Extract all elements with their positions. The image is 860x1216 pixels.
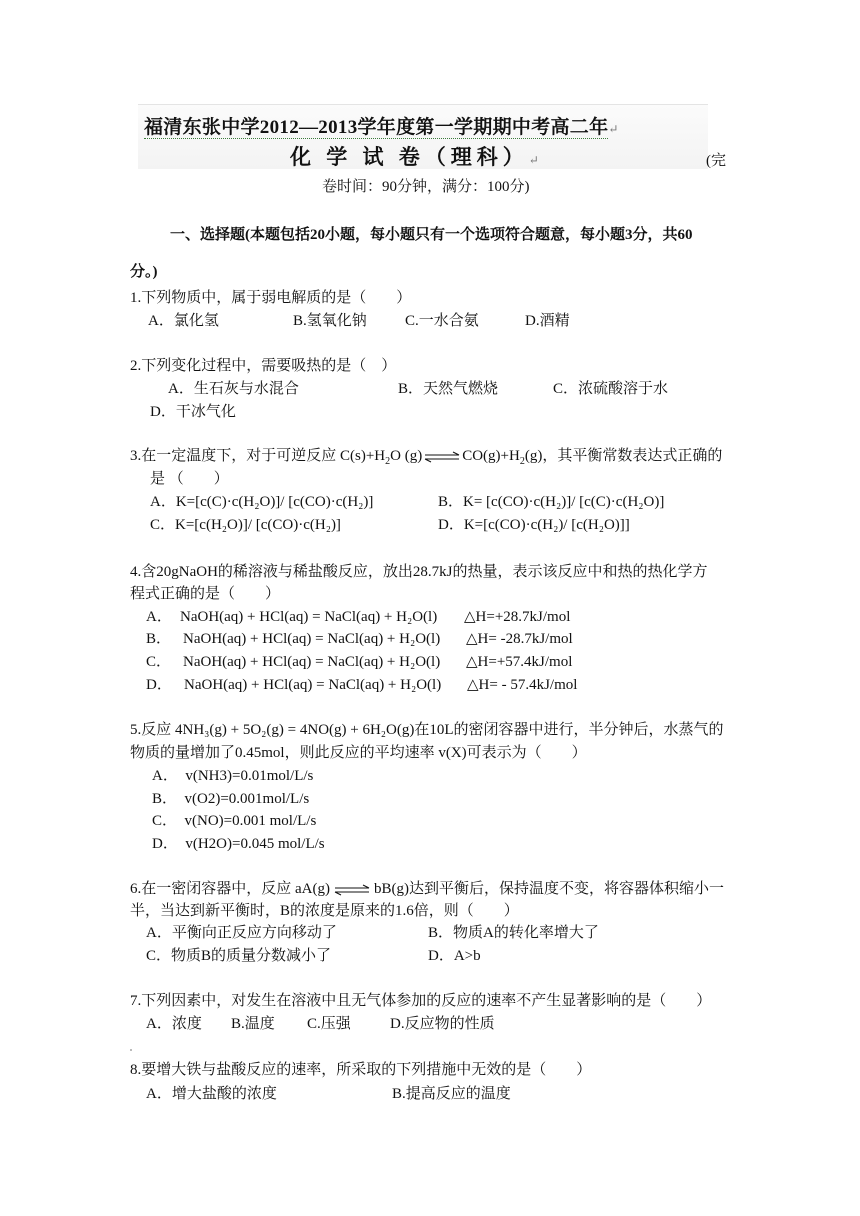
paragraph-mark: ↵ bbox=[528, 153, 539, 167]
question-3-option-b: B．K= [c(CO)·c(H₂)]/ [c(C)·c(H₂O)] bbox=[438, 494, 665, 510]
question-5-option-b: B． v(O2)=0.001mol/L/s bbox=[152, 791, 310, 807]
question-8-stem: 8.要增大铁与盐酸反应的速率，所采取的下列措施中无效的是（ ） bbox=[130, 1062, 592, 1078]
question-4-option-b-label: B． bbox=[146, 631, 172, 647]
question-5-stem-cont: 物质的量增加了0.45mol，则此反应的平均速率 v(X)可表示为（ ） bbox=[130, 745, 587, 761]
question-3-option-c: C．K=[c(H₂O)]/ [c(CO)·c(H₂)] bbox=[150, 517, 341, 533]
question-6-option-c: C．物质B的质量分数减小了 bbox=[146, 948, 332, 964]
question-4-option-d-equation: NaOH(aq) + HCl(aq) = NaCl(aq) + H₂O(l) bbox=[184, 677, 442, 693]
question-6-option-b: B．物质A的转化率增大了 bbox=[428, 925, 599, 941]
question-3-stem: 3.在一定温度下，对于可逆反应 $C(s)+H_2O$ (g) $CO(g)+H_2(g)$，其平衡常数表达式正确的 bbox=[130, 448, 723, 467]
question-4-option-d-enthalpy: △H= - 57.4kJ/mol bbox=[467, 677, 578, 693]
section-heading-cont: 分。) bbox=[130, 264, 158, 280]
subject-title: 化 学 试 卷（理科） bbox=[290, 145, 529, 169]
question-7-option-c: C.压强 bbox=[307, 1016, 351, 1032]
question-2-stem: 2.下列变化过程中，需要吸热的是（ ） bbox=[130, 358, 397, 374]
question-1-option-d: D.酒精 bbox=[525, 313, 570, 329]
exam-title-line1 bbox=[144, 112, 619, 139]
stray-dot bbox=[130, 1049, 132, 1051]
question-1-stem: 1.下列物质中，属于弱电解质的是（ ） bbox=[130, 290, 412, 306]
question-6-option-d: D．A>b bbox=[428, 948, 481, 964]
question-4-option-c-equation: NaOH(aq) + HCl(aq) = NaCl(aq) + H₂O(l) bbox=[183, 654, 441, 670]
question-6-stem: 6.在一密闭容器中，反应 aA(g) bB(g)达到平衡后，保持温度不变，将容器体积缩小一 bbox=[130, 881, 724, 897]
exam-title-line2 bbox=[290, 141, 539, 171]
question-6-stem-cont: 半，当达到新平衡时，B的浓度是原来的1.6倍，则（ ） bbox=[130, 903, 519, 919]
question-4-option-a-equation: NaOH(aq) + HCl(aq) = NaCl(aq) + H₂O(l) bbox=[180, 609, 438, 625]
question-4-option-a-enthalpy: △H=+28.7kJ/mol bbox=[464, 609, 571, 625]
question-7-option-d: D.反应物的性质 bbox=[390, 1016, 495, 1032]
question-5-stem: 5.反应 4NH₃(g) + 5O₂(g) = 4NO(g) + 6H₂O(g)在10L的密闭容器中进行，半分钟后，水蒸气的 bbox=[130, 722, 724, 738]
header-continuation: (完 bbox=[706, 153, 726, 169]
question-6-option-a: A．平衡向正反应方向移动了 bbox=[146, 925, 337, 941]
question-1-option-a: A．氯化氢 bbox=[148, 313, 219, 329]
question-4-option-b-equation: NaOH(aq) + HCl(aq) = NaCl(aq) + H₂O(l) bbox=[183, 631, 441, 647]
question-5-option-c: C． v(NO)=0.001 mol/L/s bbox=[152, 813, 317, 829]
section-heading: 一、选择题(本题包括20小题，每小题只有一个选项符合题意，每小题3分，共60 bbox=[170, 227, 693, 243]
reversible-arrow-icon bbox=[332, 884, 372, 896]
exam-time-line: 卷时间：90分钟，满分：100分) bbox=[322, 179, 530, 195]
question-4-option-d-label: D． bbox=[146, 677, 172, 693]
question-4-stem-cont: 程式正确的是（ ） bbox=[130, 586, 281, 602]
question-2-option-c: C．浓硫酸溶于水 bbox=[553, 381, 669, 397]
reversible-arrow-icon bbox=[422, 451, 462, 463]
question-4-option-a-label: A． bbox=[146, 609, 172, 625]
question-5-option-a: A． v(NH3)=0.01mol/L/s bbox=[152, 768, 314, 784]
question-4-option-c-enthalpy: △H=+57.4kJ/mol bbox=[466, 654, 573, 670]
question-4-option-b-enthalpy: △H= -28.7kJ/mol bbox=[466, 631, 573, 647]
question-3-option-d: D．K=[c(CO)·c(H₂)/ [c(H₂O)]] bbox=[438, 517, 630, 533]
school-title: 福清东张中学2012—2013学年度第一学期期中考高二年 bbox=[144, 117, 609, 138]
question-7-option-b: B.温度 bbox=[231, 1016, 275, 1032]
question-1-option-c: C.一水合氨 bbox=[405, 313, 479, 329]
question-7-stem: 7.下列因素中，对发生在溶液中且无气体参加的反应的速率不产生显著影响的是（ ） bbox=[130, 993, 712, 1009]
question-8-option-a: A．增大盐酸的浓度 bbox=[146, 1086, 277, 1102]
question-3-option-a: A．K=[c(C)·c(H₂O)]/ [c(CO)·c(H₂)] bbox=[150, 494, 374, 510]
question-4-option-c-label: C． bbox=[146, 654, 172, 670]
question-2-option-b: B．天然气燃烧 bbox=[398, 381, 499, 397]
question-1-option-b: B.氢氧化钠 bbox=[293, 313, 367, 329]
question-2-option-a: A．生石灰与水混合 bbox=[168, 381, 299, 397]
question-7-option-a: A．浓度 bbox=[146, 1016, 202, 1032]
question-8-option-b: B.提高反应的温度 bbox=[392, 1086, 511, 1102]
question-3-stem-cont: 是 （ ） bbox=[150, 471, 229, 487]
question-2-option-d: D．干冰气化 bbox=[150, 404, 236, 420]
paragraph-mark: ↵ bbox=[608, 122, 619, 136]
question-4-stem: 4.含20gNaOH的稀溶液与稀盐酸反应，放出28.7kJ的热量，表示该反应中和热的热化学方 bbox=[130, 564, 708, 580]
question-5-option-d: D． v(H2O)=0.045 mol/L/s bbox=[152, 836, 325, 852]
